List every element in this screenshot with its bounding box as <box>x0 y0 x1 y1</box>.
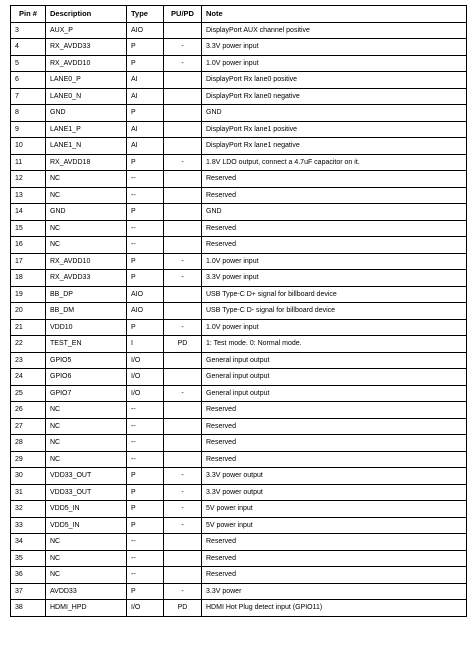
cell-pupd <box>164 451 202 468</box>
cell-pin: 35 <box>11 550 46 567</box>
table-row <box>11 484 467 501</box>
cell-note: USB Type-C D+ signal for billboard device <box>202 286 467 303</box>
table-row <box>11 39 467 56</box>
cell-type: P <box>127 270 164 287</box>
cell-type: P <box>127 253 164 270</box>
cell-pin: 3 <box>11 22 46 39</box>
table-row <box>11 72 467 89</box>
cell-pin: 8 <box>11 105 46 122</box>
cell-description: NC <box>46 418 127 435</box>
cell-note: 1: Test mode. 0: Normal mode. <box>202 336 467 353</box>
cell-pupd: - <box>164 270 202 287</box>
cell-note: Reserved <box>202 567 467 584</box>
cell-note: Reserved <box>202 220 467 237</box>
cell-type: P <box>127 583 164 600</box>
cell-pin: 24 <box>11 369 46 386</box>
cell-description: NC <box>46 220 127 237</box>
cell-note: 5V power input <box>202 517 467 534</box>
cell-note: USB Type-C D- signal for billboard device <box>202 303 467 320</box>
cell-description: NC <box>46 435 127 452</box>
table-row <box>11 451 467 468</box>
cell-note: DisplayPort Rx lane1 positive <box>202 121 467 138</box>
cell-note: Reserved <box>202 451 467 468</box>
cell-description: HDMI_HPD <box>46 600 127 617</box>
table-row <box>11 88 467 105</box>
table-row <box>11 121 467 138</box>
cell-description: LANE1_N <box>46 138 127 155</box>
cell-type: I/O <box>127 352 164 369</box>
cell-type: P <box>127 105 164 122</box>
cell-pin: 9 <box>11 121 46 138</box>
table-row <box>11 253 467 270</box>
cell-pin: 14 <box>11 204 46 221</box>
cell-note: Reserved <box>202 402 467 419</box>
cell-description: VDD33_OUT <box>46 484 127 501</box>
cell-description: NC <box>46 237 127 254</box>
table-row <box>11 22 467 39</box>
table-row <box>11 187 467 204</box>
cell-type: -- <box>127 220 164 237</box>
cell-pupd <box>164 187 202 204</box>
cell-type: -- <box>127 451 164 468</box>
cell-pin: 4 <box>11 39 46 56</box>
cell-note: Reserved <box>202 418 467 435</box>
cell-pin: 10 <box>11 138 46 155</box>
cell-description: BB_DP <box>46 286 127 303</box>
cell-note: 3.3V power output <box>202 484 467 501</box>
table-header-row <box>11 6 467 23</box>
cell-pin: 6 <box>11 72 46 89</box>
cell-pupd: - <box>164 39 202 56</box>
pin-table <box>10 5 467 617</box>
cell-pin: 36 <box>11 567 46 584</box>
header-type: Type <box>127 6 164 23</box>
cell-description: NC <box>46 451 127 468</box>
cell-note: Reserved <box>202 187 467 204</box>
cell-type: P <box>127 204 164 221</box>
cell-type: -- <box>127 435 164 452</box>
table-row <box>11 237 467 254</box>
cell-pin: 15 <box>11 220 46 237</box>
cell-pupd <box>164 72 202 89</box>
table-row <box>11 352 467 369</box>
cell-note: 5V power input <box>202 501 467 518</box>
table-row <box>11 418 467 435</box>
cell-type: AIO <box>127 22 164 39</box>
cell-pupd: - <box>164 468 202 485</box>
cell-pupd <box>164 303 202 320</box>
table-body <box>11 22 467 616</box>
cell-pin: 20 <box>11 303 46 320</box>
table-row <box>11 501 467 518</box>
table-row <box>11 303 467 320</box>
cell-description: NC <box>46 187 127 204</box>
cell-pupd <box>164 418 202 435</box>
cell-note: Reserved <box>202 550 467 567</box>
cell-description: GND <box>46 204 127 221</box>
cell-type: AIO <box>127 303 164 320</box>
cell-pin: 17 <box>11 253 46 270</box>
cell-pupd <box>164 567 202 584</box>
cell-pupd: PD <box>164 336 202 353</box>
cell-pupd <box>164 237 202 254</box>
cell-pupd <box>164 204 202 221</box>
cell-pin: 22 <box>11 336 46 353</box>
cell-pin: 13 <box>11 187 46 204</box>
cell-note: HDMI Hot Plug detect input (GPIO11) <box>202 600 467 617</box>
cell-description: VDD5_IN <box>46 501 127 518</box>
cell-pin: 27 <box>11 418 46 435</box>
cell-description: LANE1_P <box>46 121 127 138</box>
table-row <box>11 468 467 485</box>
cell-note: General input output <box>202 369 467 386</box>
table-row <box>11 550 467 567</box>
cell-pupd: - <box>164 501 202 518</box>
cell-pupd: - <box>164 253 202 270</box>
table-row <box>11 270 467 287</box>
cell-pin: 5 <box>11 55 46 72</box>
table-row <box>11 220 467 237</box>
cell-type: I <box>127 336 164 353</box>
cell-pin: 38 <box>11 600 46 617</box>
cell-note: 3.3V power <box>202 583 467 600</box>
cell-pupd <box>164 435 202 452</box>
header-description: Description <box>46 6 127 23</box>
cell-description: RX_AVDD18 <box>46 154 127 171</box>
header-note: Note <box>202 6 467 23</box>
cell-description: VDD5_IN <box>46 517 127 534</box>
cell-pupd <box>164 286 202 303</box>
cell-note: Reserved <box>202 435 467 452</box>
cell-pupd <box>164 105 202 122</box>
cell-note: 1.0V power input <box>202 253 467 270</box>
cell-type: P <box>127 501 164 518</box>
cell-pupd: - <box>164 517 202 534</box>
cell-pin: 28 <box>11 435 46 452</box>
cell-type: -- <box>127 550 164 567</box>
table-row <box>11 154 467 171</box>
cell-description: VDD33_OUT <box>46 468 127 485</box>
cell-pin: 21 <box>11 319 46 336</box>
table-row <box>11 369 467 386</box>
table-row <box>11 435 467 452</box>
cell-pin: 11 <box>11 154 46 171</box>
table-row <box>11 55 467 72</box>
header-pin: Pin # <box>11 6 46 23</box>
table-row <box>11 517 467 534</box>
cell-description: AUX_P <box>46 22 127 39</box>
cell-note: 1.8V LDO output, connect a 4.7uF capacitor on it. <box>202 154 467 171</box>
cell-pupd <box>164 534 202 551</box>
cell-note: 3.3V power input <box>202 270 467 287</box>
cell-note: 3.3V power input <box>202 39 467 56</box>
cell-pin: 29 <box>11 451 46 468</box>
cell-description: BB_DM <box>46 303 127 320</box>
table-row <box>11 583 467 600</box>
cell-pin: 37 <box>11 583 46 600</box>
cell-description: GND <box>46 105 127 122</box>
cell-note: 1.0V power input <box>202 55 467 72</box>
cell-pin: 7 <box>11 88 46 105</box>
cell-type: AI <box>127 88 164 105</box>
cell-description: NC <box>46 567 127 584</box>
cell-pupd <box>164 352 202 369</box>
cell-description: GPIO6 <box>46 369 127 386</box>
cell-type: P <box>127 319 164 336</box>
cell-pupd <box>164 88 202 105</box>
cell-description: GPIO5 <box>46 352 127 369</box>
cell-pin: 23 <box>11 352 46 369</box>
table-row <box>11 105 467 122</box>
table-row <box>11 402 467 419</box>
cell-description: RX_AVDD33 <box>46 39 127 56</box>
cell-pupd <box>164 171 202 188</box>
table-row <box>11 567 467 584</box>
cell-description: TEST_EN <box>46 336 127 353</box>
table-row <box>11 138 467 155</box>
cell-pupd <box>164 138 202 155</box>
table-row <box>11 600 467 617</box>
cell-pin: 18 <box>11 270 46 287</box>
cell-type: -- <box>127 534 164 551</box>
cell-note: General input output <box>202 385 467 402</box>
cell-type: AI <box>127 138 164 155</box>
cell-description: AVDD33 <box>46 583 127 600</box>
table-row <box>11 286 467 303</box>
cell-pupd: PD <box>164 600 202 617</box>
cell-pupd: - <box>164 154 202 171</box>
cell-note: DisplayPort AUX channel positive <box>202 22 467 39</box>
cell-pin: 19 <box>11 286 46 303</box>
cell-description: GPIO7 <box>46 385 127 402</box>
cell-note: 3.3V power output <box>202 468 467 485</box>
table-row <box>11 336 467 353</box>
cell-type: P <box>127 517 164 534</box>
cell-pupd: - <box>164 385 202 402</box>
table-row <box>11 319 467 336</box>
cell-pin: 16 <box>11 237 46 254</box>
table-row <box>11 171 467 188</box>
cell-note: GND <box>202 105 467 122</box>
cell-description: RX_AVDD10 <box>46 55 127 72</box>
cell-pin: 12 <box>11 171 46 188</box>
cell-note: General input output <box>202 352 467 369</box>
cell-description: NC <box>46 402 127 419</box>
cell-pin: 33 <box>11 517 46 534</box>
header-pupd: PU/PD <box>164 6 202 23</box>
cell-type: I/O <box>127 369 164 386</box>
cell-type: -- <box>127 418 164 435</box>
cell-pupd <box>164 550 202 567</box>
cell-pupd <box>164 220 202 237</box>
cell-note: 1.0V power input <box>202 319 467 336</box>
cell-description: NC <box>46 171 127 188</box>
cell-type: AIO <box>127 286 164 303</box>
cell-type: -- <box>127 402 164 419</box>
cell-type: P <box>127 39 164 56</box>
cell-type: P <box>127 468 164 485</box>
cell-note: DisplayPort Rx lane1 negative <box>202 138 467 155</box>
cell-pin: 34 <box>11 534 46 551</box>
cell-type: P <box>127 484 164 501</box>
cell-description: RX_AVDD33 <box>46 270 127 287</box>
cell-type: AI <box>127 121 164 138</box>
cell-pupd <box>164 22 202 39</box>
cell-note: DisplayPort Rx lane0 negative <box>202 88 467 105</box>
cell-description: LANE0_N <box>46 88 127 105</box>
cell-note: Reserved <box>202 534 467 551</box>
cell-pupd: - <box>164 583 202 600</box>
cell-description: NC <box>46 534 127 551</box>
cell-pin: 32 <box>11 501 46 518</box>
cell-type: I/O <box>127 385 164 402</box>
cell-description: LANE0_P <box>46 72 127 89</box>
cell-pupd <box>164 369 202 386</box>
cell-note: GND <box>202 204 467 221</box>
cell-pupd: - <box>164 319 202 336</box>
cell-type: I/O <box>127 600 164 617</box>
table-row <box>11 204 467 221</box>
cell-type: P <box>127 154 164 171</box>
table-row <box>11 385 467 402</box>
cell-note: Reserved <box>202 237 467 254</box>
cell-type: -- <box>127 237 164 254</box>
cell-description: NC <box>46 550 127 567</box>
cell-pin: 25 <box>11 385 46 402</box>
cell-type: AI <box>127 72 164 89</box>
cell-description: VDD10 <box>46 319 127 336</box>
cell-type: -- <box>127 567 164 584</box>
cell-type: P <box>127 55 164 72</box>
cell-description: RX_AVDD10 <box>46 253 127 270</box>
cell-pin: 30 <box>11 468 46 485</box>
cell-pupd <box>164 402 202 419</box>
cell-pupd: - <box>164 55 202 72</box>
cell-type: -- <box>127 171 164 188</box>
pin-table-container <box>10 5 466 617</box>
cell-type: -- <box>127 187 164 204</box>
cell-note: DisplayPort Rx lane0 positive <box>202 72 467 89</box>
cell-pupd: - <box>164 484 202 501</box>
cell-note: Reserved <box>202 171 467 188</box>
cell-pupd <box>164 121 202 138</box>
table-row <box>11 534 467 551</box>
cell-pin: 26 <box>11 402 46 419</box>
cell-pin: 31 <box>11 484 46 501</box>
